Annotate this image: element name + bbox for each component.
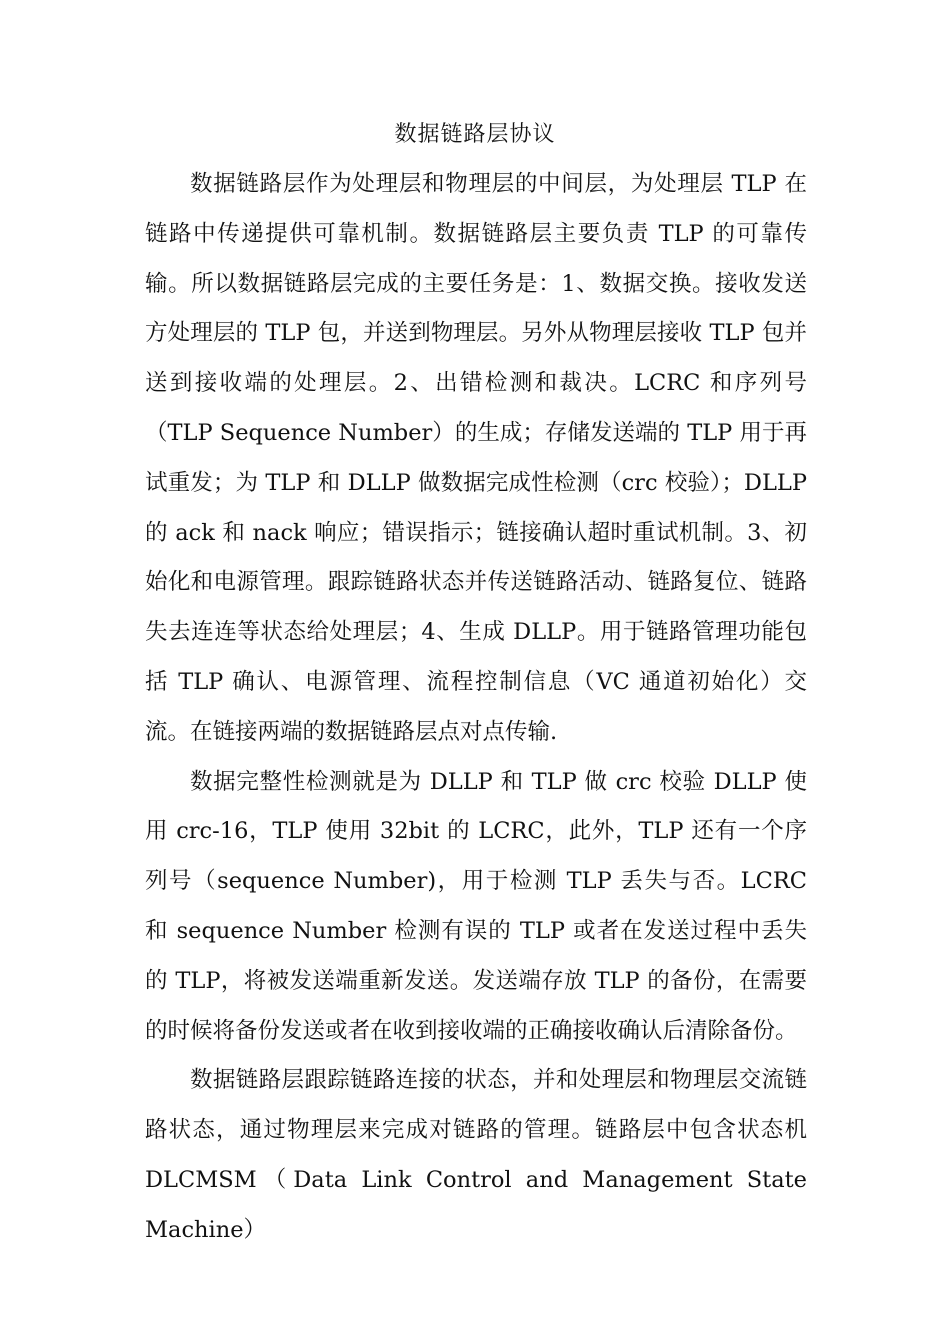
paragraph-data-link-layer-overview: 数据链路层作为处理层和物理层的中间层，为处理层 TLP 在链路中传递提供可靠机制。数据链路层主要负责 TLP 的可靠传输。所以数据链路层完成的主要任务是：1、数据交换。接收发送方处理层的 TLP 包，并送到物理层。另外从物理层接收 TLP 包并送到接收端的处理层。2、出错检测和裁决。LCRC 和序列号（TLP Sequence Number）的生成；存储发送端的 TLP 用于再试重发；为 TLP 和 DLLP 做数据完成性检测（crc 校验）；DLLP 的 ack 和 nack 响应；错误指示；链接确认超时重试机制。3、初始化和电源管理。跟踪链路状态并传送链路活动、链路复位、链路失去连连等状态给处理层；4、生成 DLLP。用于链路管理功能包括 TLP 确认、电源管理、流程控制信息（VC 通道初始化）交流。在链接两端的数据链路层点对点传输. [145, 171, 807, 745]
paragraph-data-integrity-check: 数据完整性检测就是为 DLLP 和 TLP 做 crc 校验 DLLP 使用 crc-16，TLP 使用 32bit 的 LCRC，此外，TLP 还有一个序列号（sequence Number)，用于检测 TLP 丢失与否。LCRC 和 sequence Number 检测有误的 TLP 或者在发送过程中丢失的 TLP，将被发送端重新发送。发送端存放 TLP 的备份，在需要的时候将备份发送或者在收到接收端的正确接收确认后清除备份。 [145, 768, 807, 1044]
document-body [145, 160, 807, 1256]
document-title: 数据链路层协议 [394, 122, 556, 147]
paragraph-link-state-tracking: 数据链路层跟踪链路连接的状态，并和处理层和物理层交流链路状态，通过物理层来完成对链路的管理。链路层中包含状态机 DLCMSM（Data Link Control and Management State Machine） [145, 1067, 807, 1243]
